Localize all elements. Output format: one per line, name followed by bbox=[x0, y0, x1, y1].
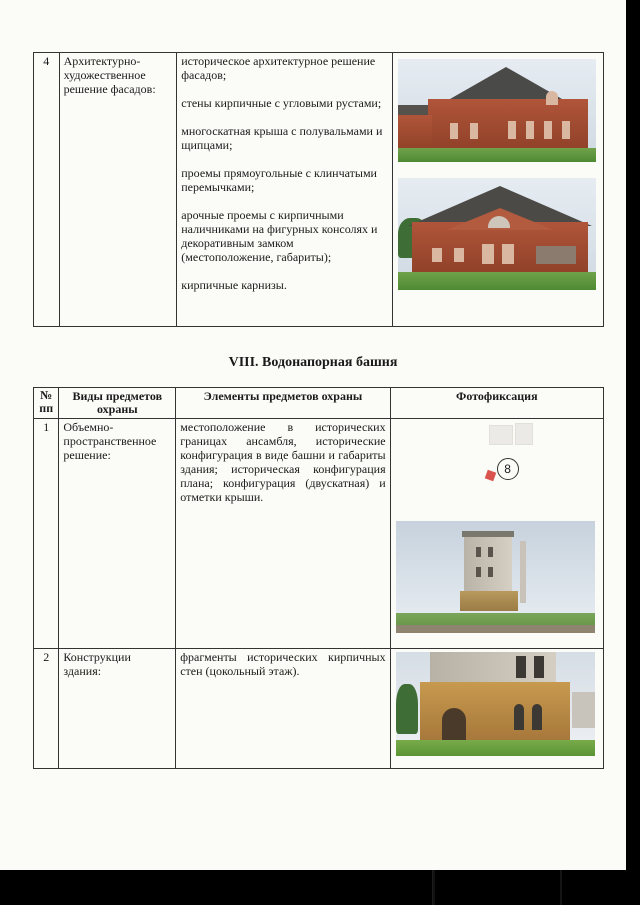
window-shape bbox=[482, 244, 494, 264]
window-shape bbox=[450, 123, 458, 139]
window-shape bbox=[470, 123, 478, 139]
tree-shape bbox=[396, 684, 418, 734]
scan-bottom-edge bbox=[0, 870, 640, 905]
row-number: 1 bbox=[34, 419, 59, 649]
window-shape bbox=[488, 547, 493, 557]
header-photo: Фотофиксация bbox=[390, 388, 603, 419]
water-tower-table bbox=[33, 387, 604, 769]
row-number: 4 bbox=[34, 53, 60, 327]
grass-shape bbox=[398, 148, 596, 162]
door-shape bbox=[442, 708, 466, 742]
row-number: 2 bbox=[34, 649, 59, 769]
table-row bbox=[34, 419, 604, 649]
section-title: VIII. Водонапорная башня bbox=[228, 355, 398, 370]
scan-fold-line bbox=[560, 870, 562, 905]
window-shape bbox=[476, 567, 481, 577]
water-tower-photo bbox=[396, 521, 595, 633]
header-num: № пп bbox=[34, 388, 59, 419]
protection-elements: местоположение в исторических границах ансамбля, исторические конфигурация в виде башни и габариты здания; историческая конфигурация плана; конфигурация (двускатная) и отметки крыши. bbox=[176, 419, 390, 649]
photo-cell bbox=[393, 53, 604, 327]
element-item: арочные проемы с кирпичными наличниками на фигурных консолях и декоративным замком (местоположение, габариты); bbox=[181, 208, 378, 264]
protection-type: Объемно-пространственное решение: bbox=[59, 419, 176, 649]
window-shape bbox=[514, 704, 524, 730]
window-shape bbox=[454, 248, 464, 262]
scan-edge bbox=[626, 0, 640, 905]
photo-cell bbox=[390, 419, 603, 649]
table-row bbox=[34, 53, 604, 327]
reference-number-badge: 8 bbox=[497, 458, 519, 480]
protection-type: Архитектурно-художественное решение фасадов: bbox=[59, 53, 177, 327]
features-table-continued bbox=[33, 52, 604, 327]
roof-shape bbox=[462, 531, 514, 537]
protection-elements bbox=[177, 53, 393, 327]
base-shape bbox=[460, 591, 518, 611]
shed-shape bbox=[572, 692, 595, 728]
table-header-row bbox=[34, 388, 604, 419]
header-kind: Виды предметов охраны bbox=[59, 388, 176, 419]
building-photo-1 bbox=[398, 59, 596, 162]
grass-shape bbox=[398, 272, 596, 290]
window-shape bbox=[432, 248, 442, 262]
element-item: историческое архитектурное решение фасадов; bbox=[181, 54, 376, 82]
building-photo-2 bbox=[398, 178, 596, 290]
window-shape bbox=[526, 121, 534, 139]
table-row bbox=[34, 649, 604, 769]
window-shape bbox=[532, 704, 542, 730]
window-shape bbox=[544, 121, 552, 139]
window-shape bbox=[516, 656, 526, 678]
window-shape bbox=[476, 547, 481, 557]
faded-mark bbox=[489, 425, 513, 445]
window-shape bbox=[502, 244, 514, 264]
tower-base-photo bbox=[396, 652, 595, 756]
window-shape bbox=[488, 567, 493, 577]
window-shape bbox=[546, 91, 558, 105]
ground-shape bbox=[396, 625, 595, 633]
window-shape bbox=[534, 656, 544, 678]
protection-elements: фрагменты исторических кирпичных стен (цокольный этаж). bbox=[176, 649, 390, 769]
element-item: многоскатная крыша с полувальмами и щипцами; bbox=[181, 124, 383, 152]
element-item: стены кирпичные с угловыми рустами; bbox=[181, 96, 382, 110]
marker-icon bbox=[484, 470, 496, 482]
grass-shape bbox=[396, 740, 595, 756]
faded-mark bbox=[515, 423, 533, 445]
wall-shape bbox=[398, 115, 432, 151]
element-item: проемы прямоугольные с клинчатыми перемычками; bbox=[181, 166, 377, 194]
window-shape bbox=[562, 121, 570, 139]
protection-type: Конструкции здания: bbox=[59, 649, 176, 769]
photo-cell bbox=[390, 649, 603, 769]
chimney-shape bbox=[520, 541, 526, 603]
scan-fold-line bbox=[432, 870, 435, 905]
window-shape bbox=[536, 246, 576, 264]
window-shape bbox=[508, 121, 516, 139]
element-item: кирпичные карнизы. bbox=[181, 278, 287, 292]
header-elements: Элементы предметов охраны bbox=[176, 388, 390, 419]
